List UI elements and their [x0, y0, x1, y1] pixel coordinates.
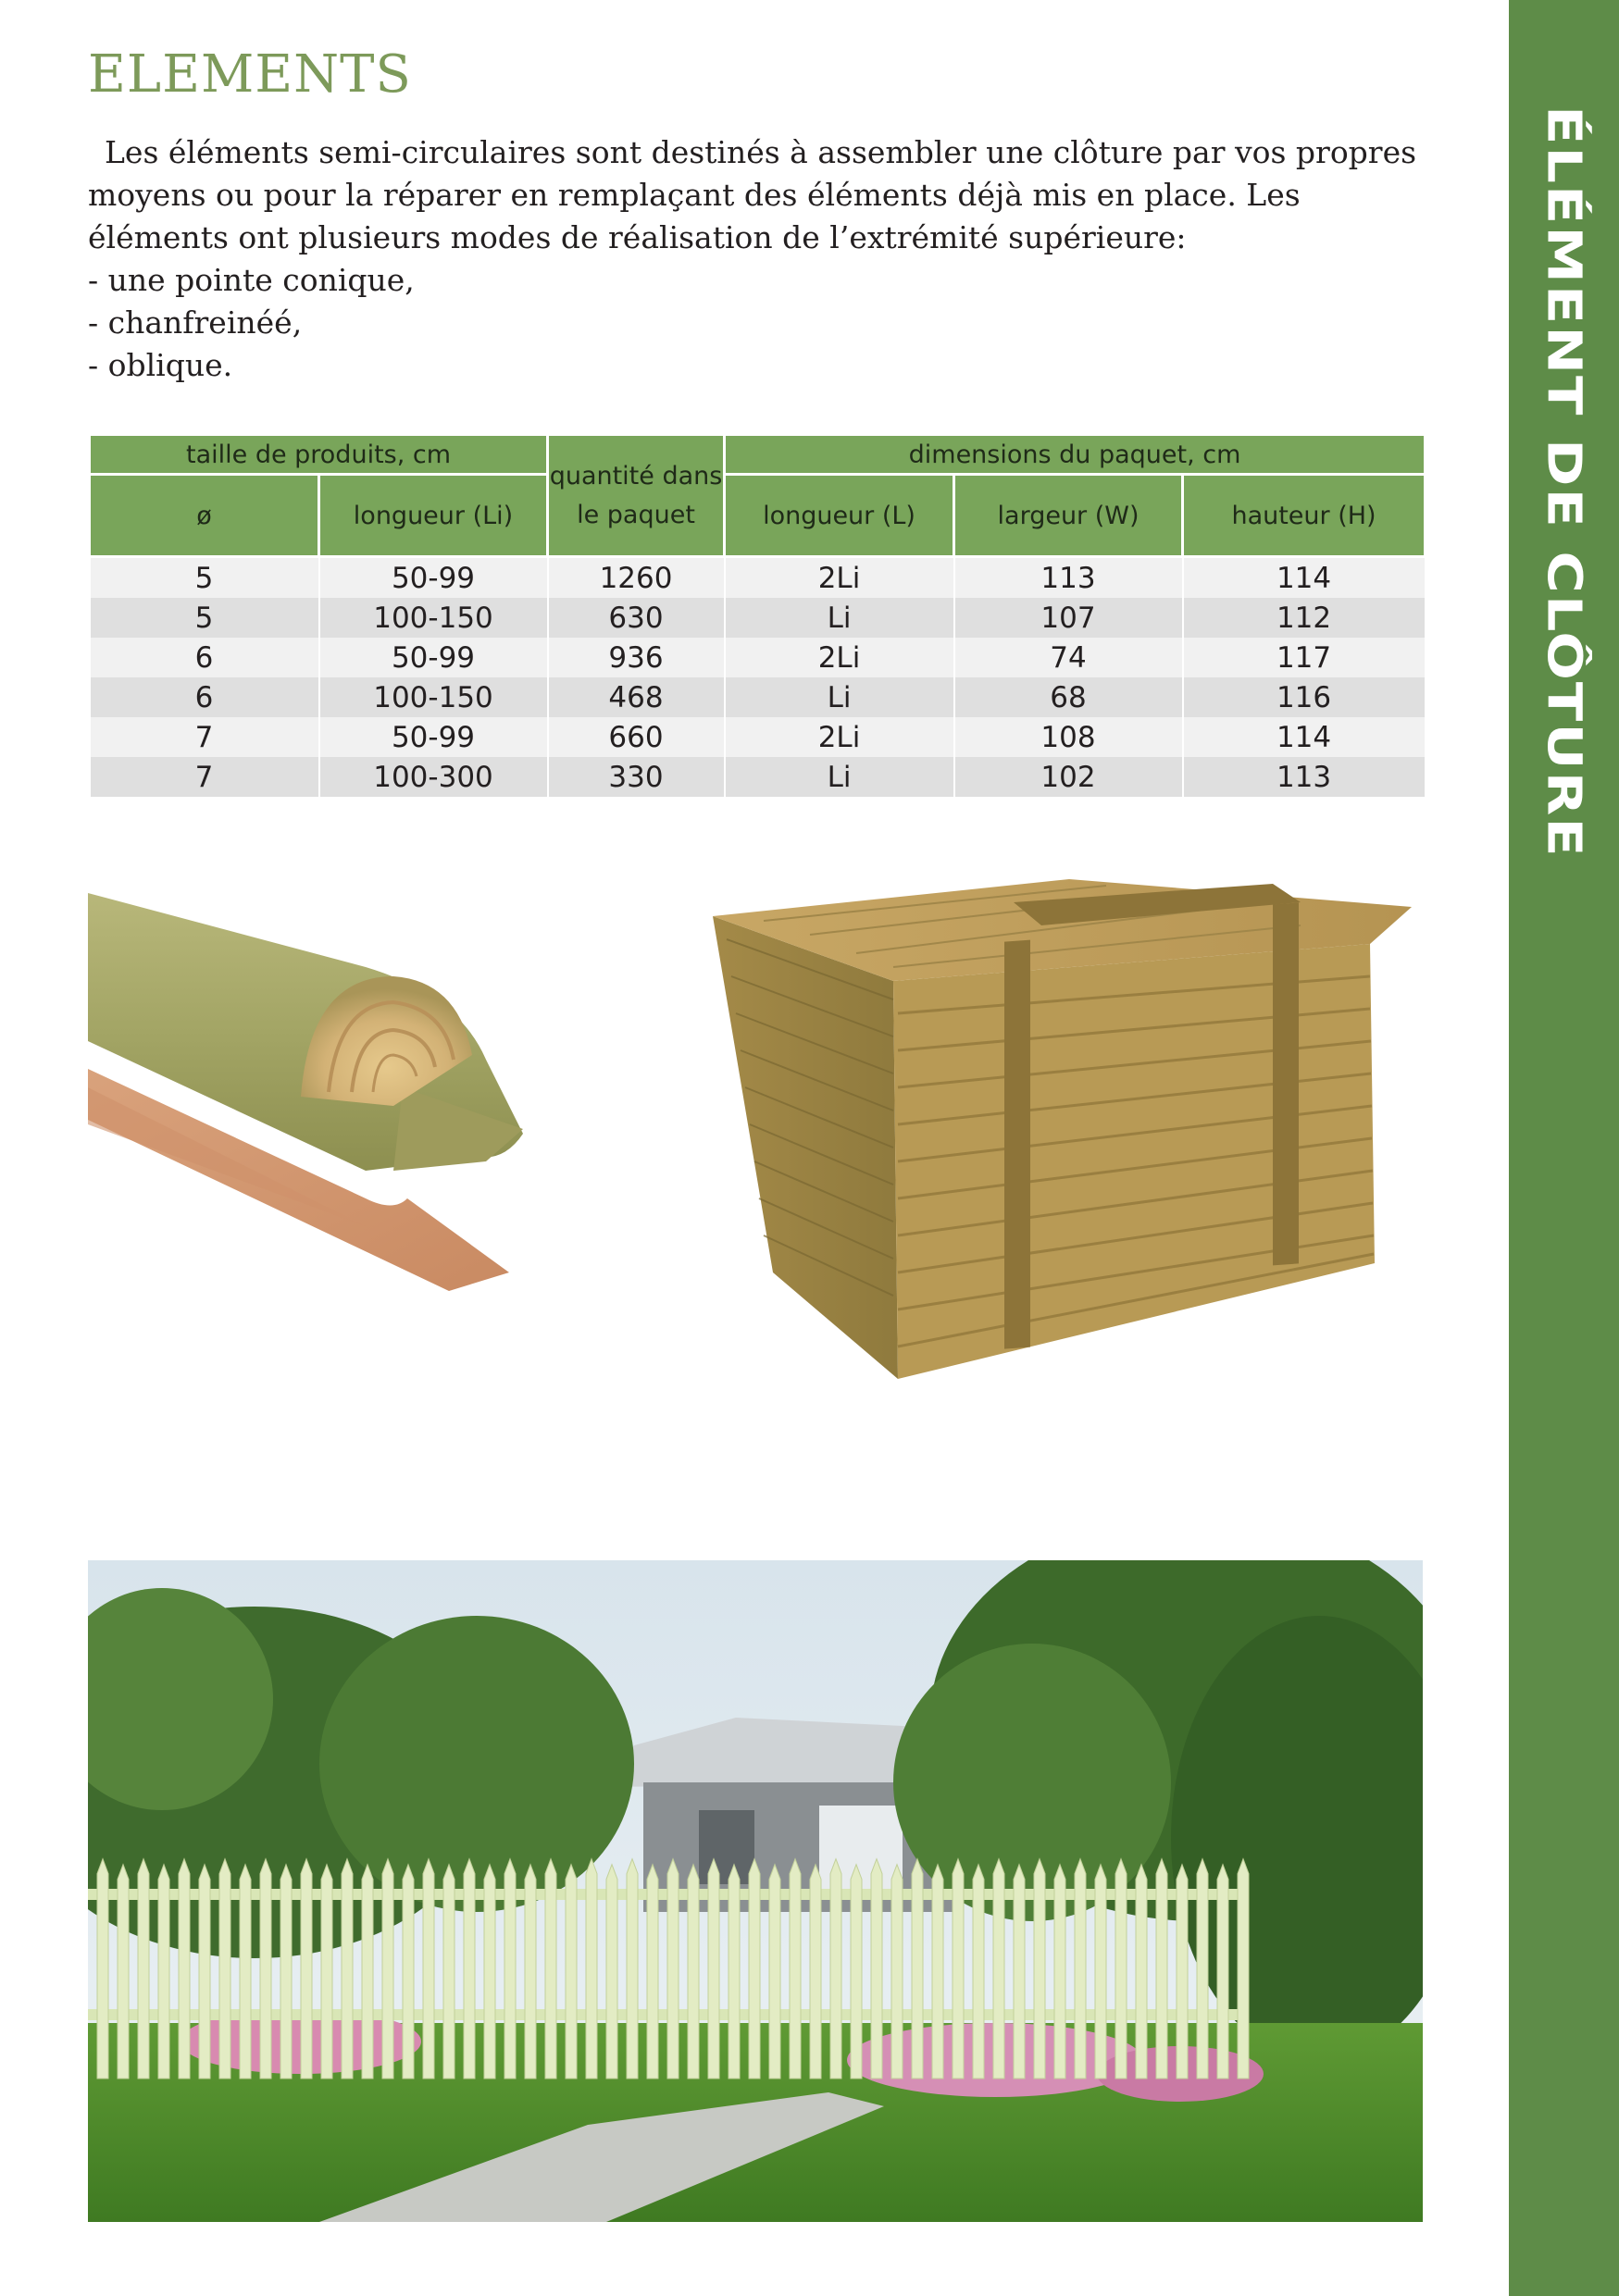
cell-length-li: 50-99 — [319, 717, 548, 757]
fence-picket — [627, 1859, 638, 2079]
cell-quantity: 936 — [548, 638, 725, 677]
fence-picket — [851, 1865, 862, 2079]
post-bundle-image — [708, 875, 1412, 1384]
fence-picket — [1197, 1859, 1208, 2079]
fence-picket — [342, 1859, 353, 2079]
fence-picket — [790, 1859, 801, 2079]
fence-picket — [729, 1865, 740, 2079]
fence-picket — [688, 1865, 699, 2079]
header-length-l: longueur (L) — [725, 475, 954, 557]
fence-picket — [382, 1859, 393, 2079]
cell-length-li: 100-300 — [319, 757, 548, 797]
header-quantity: quantité dans le paquet — [548, 435, 725, 557]
fence-picket — [443, 1865, 455, 2079]
fence-picket — [1238, 1859, 1249, 2079]
fence-picket — [932, 1865, 943, 2079]
cell-width: 108 — [954, 717, 1183, 757]
fence-picket — [830, 1859, 841, 2079]
header-package-dimensions: dimensions du paquet, cm — [725, 435, 1426, 475]
cell-diameter: 7 — [90, 717, 319, 757]
fence-picket — [891, 1865, 903, 2079]
fence-picket — [1014, 1865, 1025, 2079]
fence-picket — [810, 1865, 821, 2079]
fence-garden-image — [88, 1560, 1423, 2222]
fence-picket — [301, 1859, 312, 2079]
fence-picket — [1075, 1859, 1086, 2079]
fence-picket — [1217, 1865, 1228, 2079]
fence-picket — [606, 1865, 617, 2079]
intro-paragraph: Les éléments semi-circulaires sont destinés à assembler une clôture par vos propres moyens ou pour la réparer en remplaçant des éléments déjà mis en place. Les éléments ont plusieurs modes de réalisation de l’extrémité supérieure: — [88, 134, 1417, 255]
fence-picket — [1136, 1865, 1147, 2079]
cell-quantity: 468 — [548, 677, 725, 717]
cell-height: 113 — [1183, 757, 1426, 797]
fence-picket — [708, 1859, 719, 2079]
fence-picket — [504, 1859, 516, 2079]
cell-length-li: 50-99 — [319, 557, 548, 599]
header-diameter: ø — [90, 475, 319, 557]
cell-width: 107 — [954, 598, 1183, 638]
fence-picket — [97, 1859, 108, 2079]
fence-picket — [973, 1865, 984, 2079]
fence-picket — [158, 1865, 169, 2079]
fence-picket — [240, 1865, 251, 2079]
cell-height: 112 — [1183, 598, 1426, 638]
fence-picket — [525, 1865, 536, 2079]
cell-length-l: Li — [725, 677, 954, 717]
header-length-li: longueur (Li) — [319, 475, 548, 557]
fence-picket — [1095, 1865, 1106, 2079]
cell-width: 68 — [954, 677, 1183, 717]
fence-picket — [484, 1865, 495, 2079]
spec-table — [88, 433, 1426, 797]
cell-length-li: 100-150 — [319, 598, 548, 638]
fence-picket — [321, 1865, 332, 2079]
fence-picket — [423, 1859, 434, 2079]
cell-length-li: 50-99 — [319, 638, 548, 677]
cell-quantity: 660 — [548, 717, 725, 757]
fence-picket — [871, 1859, 882, 2079]
cell-height: 117 — [1183, 638, 1426, 677]
cell-length-l: 2Li — [725, 557, 954, 599]
fence-picket — [1177, 1865, 1188, 2079]
cell-diameter: 6 — [90, 638, 319, 677]
fence-picket — [280, 1865, 292, 2079]
cell-length-l: 2Li — [725, 717, 954, 757]
cell-quantity: 1260 — [548, 557, 725, 599]
fence-picket — [1054, 1865, 1065, 2079]
page-title: ELEMENTS — [88, 44, 412, 105]
fence-picket — [667, 1859, 679, 2079]
cell-diameter: 6 — [90, 677, 319, 717]
fence-picket — [138, 1859, 149, 2079]
cell-length-l: Li — [725, 598, 954, 638]
fence-picket — [1115, 1859, 1127, 2079]
cell-length-li: 100-150 — [319, 677, 548, 717]
fence-picket — [586, 1859, 597, 2079]
fence-picket — [199, 1865, 210, 2079]
fence-picket — [179, 1859, 190, 2079]
table-row — [90, 638, 1426, 677]
intro-list-item: - une pointe conique, — [88, 262, 415, 298]
fence-picket — [1034, 1859, 1045, 2079]
fence-picket — [993, 1859, 1004, 2079]
fence-picket — [1156, 1859, 1167, 2079]
table-row — [90, 557, 1426, 599]
fence-picket — [545, 1859, 556, 2079]
fence-picket — [403, 1865, 414, 2079]
fence-picket — [219, 1859, 230, 2079]
header-height: hauteur (H) — [1183, 475, 1426, 557]
intro-text — [88, 131, 1430, 387]
header-width: largeur (W) — [954, 475, 1183, 557]
cell-height: 114 — [1183, 557, 1426, 599]
fence-picket — [769, 1865, 780, 2079]
cell-length-l: Li — [725, 757, 954, 797]
table-row — [90, 677, 1426, 717]
intro-list-item: - chanfreinéé, — [88, 304, 303, 341]
fence-picket — [566, 1865, 577, 2079]
half-round-posts-image — [88, 893, 666, 1291]
fence-picket — [464, 1859, 475, 2079]
fence-picket — [912, 1859, 923, 2079]
cell-length-l: 2Li — [725, 638, 954, 677]
cell-quantity: 630 — [548, 598, 725, 638]
cell-diameter: 5 — [90, 598, 319, 638]
cell-height: 116 — [1183, 677, 1426, 717]
fence-picket — [118, 1865, 129, 2079]
fence-picket — [749, 1859, 760, 2079]
cell-diameter: 5 — [90, 557, 319, 599]
cell-width: 113 — [954, 557, 1183, 599]
fence-picket — [260, 1859, 271, 2079]
side-title: ÉLÉMENT DE CLÔTURE — [1537, 105, 1592, 859]
cell-width: 102 — [954, 757, 1183, 797]
cell-diameter: 7 — [90, 757, 319, 797]
table-row — [90, 598, 1426, 638]
header-product-size: taille de produits, cm — [90, 435, 548, 475]
cell-height: 114 — [1183, 717, 1426, 757]
fence-picket — [953, 1859, 964, 2079]
fence-picket — [647, 1865, 658, 2079]
cell-quantity: 330 — [548, 757, 725, 797]
table-row — [90, 757, 1426, 797]
intro-list-item: - oblique. — [88, 347, 233, 383]
cell-width: 74 — [954, 638, 1183, 677]
fence-picket — [362, 1865, 373, 2079]
table-row — [90, 717, 1426, 757]
